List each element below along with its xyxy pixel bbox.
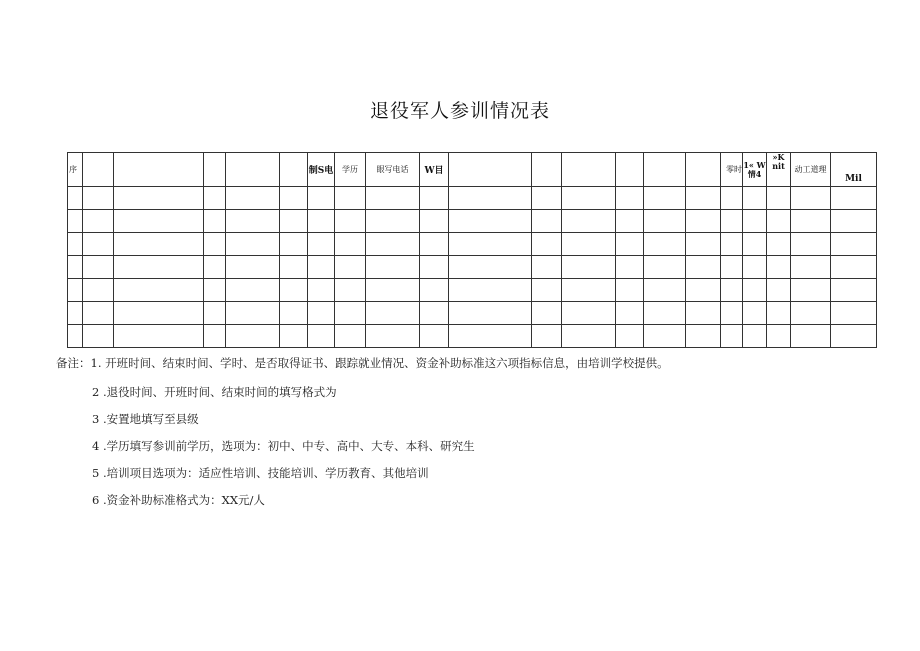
table-cell bbox=[280, 256, 308, 279]
note-item: 6 .资金补助标准格式为：XX元/人 bbox=[92, 493, 265, 507]
table-cell bbox=[831, 210, 877, 233]
table-cell bbox=[204, 325, 226, 348]
table-cell bbox=[335, 325, 366, 348]
table-cell bbox=[743, 279, 767, 302]
header-cell bbox=[83, 153, 114, 187]
table-cell bbox=[532, 187, 562, 210]
table-cell bbox=[449, 233, 532, 256]
table-cell bbox=[226, 210, 280, 233]
table-cell bbox=[114, 187, 204, 210]
table-cell bbox=[644, 187, 686, 210]
header-cell: 零时 bbox=[721, 153, 743, 187]
table-cell bbox=[449, 210, 532, 233]
table-cell bbox=[743, 256, 767, 279]
table-cell bbox=[686, 187, 721, 210]
table-cell bbox=[767, 302, 791, 325]
table-cell bbox=[83, 279, 114, 302]
note-item: 1. 开班时间、结束时间、学时、是否取得证书、跟踪就业情况、资金补助标准这六项指标信息，由培训学校提供。 bbox=[90, 356, 669, 370]
header-cell: 眼写电话 bbox=[366, 153, 420, 187]
table-cell bbox=[644, 256, 686, 279]
table-cell bbox=[449, 302, 532, 325]
table-cell bbox=[686, 302, 721, 325]
table-cell bbox=[366, 233, 420, 256]
table-cell bbox=[335, 256, 366, 279]
notes-prefix: 备注： bbox=[56, 356, 91, 370]
table-cell bbox=[68, 210, 83, 233]
table-cell bbox=[743, 325, 767, 348]
header-cell bbox=[449, 153, 532, 187]
table-cell bbox=[831, 279, 877, 302]
table-cell bbox=[721, 233, 743, 256]
table-cell bbox=[532, 279, 562, 302]
header-cell bbox=[616, 153, 644, 187]
table-body bbox=[68, 187, 877, 348]
table-cell bbox=[616, 187, 644, 210]
table-cell bbox=[831, 233, 877, 256]
table-cell bbox=[226, 187, 280, 210]
table-cell bbox=[767, 256, 791, 279]
table-cell bbox=[449, 256, 532, 279]
table-cell bbox=[420, 210, 449, 233]
table-cell bbox=[280, 210, 308, 233]
table-row bbox=[68, 210, 877, 233]
table-cell bbox=[114, 279, 204, 302]
header-cell bbox=[532, 153, 562, 187]
table-cell bbox=[308, 210, 335, 233]
table-cell bbox=[68, 233, 83, 256]
table-cell bbox=[831, 325, 877, 348]
table-cell bbox=[616, 302, 644, 325]
table-cell bbox=[767, 279, 791, 302]
table-cell bbox=[791, 210, 831, 233]
table-cell bbox=[308, 233, 335, 256]
table-cell bbox=[68, 302, 83, 325]
header-cell: Mil bbox=[831, 153, 877, 187]
table-cell bbox=[308, 325, 335, 348]
table-cell bbox=[686, 210, 721, 233]
table-cell bbox=[791, 279, 831, 302]
table-cell bbox=[767, 187, 791, 210]
table-cell bbox=[83, 187, 114, 210]
table-cell bbox=[280, 187, 308, 210]
table-cell bbox=[616, 256, 644, 279]
table-cell bbox=[204, 302, 226, 325]
table-cell bbox=[308, 187, 335, 210]
header-cell: »K nit bbox=[767, 153, 791, 187]
table-cell bbox=[791, 233, 831, 256]
table-cell bbox=[280, 325, 308, 348]
table-cell bbox=[420, 187, 449, 210]
table-cell bbox=[532, 233, 562, 256]
table-row bbox=[68, 187, 877, 210]
table-cell bbox=[366, 279, 420, 302]
table-cell bbox=[420, 302, 449, 325]
table-cell bbox=[308, 302, 335, 325]
header-cell bbox=[644, 153, 686, 187]
table-cell bbox=[743, 302, 767, 325]
table-cell bbox=[226, 256, 280, 279]
table-cell bbox=[791, 325, 831, 348]
note-item: 5 .培训项目选项为：适应性培训、技能培训、学历教育、其他培训 bbox=[92, 466, 429, 480]
table-cell bbox=[562, 279, 616, 302]
table-cell bbox=[335, 279, 366, 302]
header-cell: 制S电 bbox=[308, 153, 335, 187]
table-cell bbox=[83, 256, 114, 279]
table-cell bbox=[204, 210, 226, 233]
header-cell bbox=[686, 153, 721, 187]
table-cell bbox=[226, 325, 280, 348]
table-cell bbox=[743, 187, 767, 210]
table-cell bbox=[831, 302, 877, 325]
table-cell bbox=[366, 187, 420, 210]
header-cell: 序 bbox=[68, 153, 83, 187]
header-cell bbox=[114, 153, 204, 187]
table-cell bbox=[226, 233, 280, 256]
note-item: 3 .安置地填写至县级 bbox=[92, 412, 199, 426]
table-cell bbox=[308, 256, 335, 279]
table-cell bbox=[335, 302, 366, 325]
table-cell bbox=[767, 325, 791, 348]
table-cell bbox=[114, 233, 204, 256]
table-cell bbox=[791, 187, 831, 210]
table-cell bbox=[791, 256, 831, 279]
table-cell bbox=[204, 256, 226, 279]
table-cell bbox=[114, 302, 204, 325]
table-cell bbox=[449, 325, 532, 348]
header-cell: 动工道理 bbox=[791, 153, 831, 187]
table-cell bbox=[686, 256, 721, 279]
table-cell bbox=[721, 256, 743, 279]
table-cell bbox=[335, 210, 366, 233]
table-cell bbox=[616, 233, 644, 256]
table-cell bbox=[644, 325, 686, 348]
table-cell bbox=[686, 233, 721, 256]
table-cell bbox=[743, 210, 767, 233]
table-cell bbox=[280, 302, 308, 325]
table-cell bbox=[532, 325, 562, 348]
table-cell bbox=[204, 233, 226, 256]
table-row bbox=[68, 325, 877, 348]
table-cell bbox=[83, 325, 114, 348]
table-cell bbox=[366, 256, 420, 279]
table-cell bbox=[280, 233, 308, 256]
table-cell bbox=[562, 187, 616, 210]
table-cell bbox=[68, 256, 83, 279]
table-cell bbox=[335, 187, 366, 210]
table-cell bbox=[449, 187, 532, 210]
table-cell bbox=[562, 256, 616, 279]
table-cell bbox=[562, 233, 616, 256]
table-cell bbox=[686, 325, 721, 348]
table-cell bbox=[743, 233, 767, 256]
table-cell bbox=[721, 210, 743, 233]
table-cell bbox=[831, 256, 877, 279]
table-cell bbox=[226, 302, 280, 325]
table-cell bbox=[532, 256, 562, 279]
table-cell bbox=[616, 210, 644, 233]
table-cell bbox=[831, 187, 877, 210]
table-cell bbox=[532, 302, 562, 325]
table-row bbox=[68, 302, 877, 325]
table-cell bbox=[204, 279, 226, 302]
table-cell bbox=[68, 279, 83, 302]
table-row bbox=[68, 233, 877, 256]
table-cell bbox=[562, 210, 616, 233]
table-cell bbox=[114, 256, 204, 279]
table-cell bbox=[721, 325, 743, 348]
table-cell bbox=[204, 187, 226, 210]
table-cell bbox=[616, 279, 644, 302]
table-cell bbox=[226, 279, 280, 302]
table-cell bbox=[791, 302, 831, 325]
table-cell bbox=[644, 233, 686, 256]
table-cell bbox=[280, 279, 308, 302]
table-cell bbox=[616, 325, 644, 348]
table-cell bbox=[114, 325, 204, 348]
notes-line-1 bbox=[56, 355, 669, 371]
header-cell: 学历 bbox=[335, 153, 366, 187]
table-cell bbox=[562, 302, 616, 325]
header-cell bbox=[226, 153, 280, 187]
table-cell bbox=[83, 233, 114, 256]
table-cell bbox=[420, 233, 449, 256]
table-cell bbox=[420, 279, 449, 302]
table-cell bbox=[114, 210, 204, 233]
table-cell bbox=[721, 279, 743, 302]
table-cell bbox=[83, 210, 114, 233]
table-row bbox=[68, 256, 877, 279]
table-cell bbox=[83, 302, 114, 325]
table-cell bbox=[420, 256, 449, 279]
note-item: 4 .学历填写参训前学历，选项为：初中、中专、高中、大专、本科、研究生 bbox=[92, 439, 475, 453]
table-cell bbox=[68, 325, 83, 348]
header-cell bbox=[562, 153, 616, 187]
note-item: 2 .退役时间、开班时间、结束时间的填写格式为 bbox=[92, 385, 337, 399]
header-cell: 1« W 情4 bbox=[743, 153, 767, 187]
training-table bbox=[67, 152, 877, 348]
header-cell bbox=[204, 153, 226, 187]
table-cell bbox=[644, 279, 686, 302]
table-cell bbox=[366, 325, 420, 348]
table-cell bbox=[449, 279, 532, 302]
table-cell bbox=[308, 279, 335, 302]
table-cell bbox=[366, 302, 420, 325]
table-header-row bbox=[68, 153, 877, 187]
table-row bbox=[68, 279, 877, 302]
table-cell bbox=[767, 233, 791, 256]
table-cell bbox=[335, 233, 366, 256]
page-title: 退役军人参训情况表 bbox=[369, 100, 550, 122]
table-cell bbox=[686, 279, 721, 302]
table-cell bbox=[721, 187, 743, 210]
table-cell bbox=[767, 210, 791, 233]
table-cell bbox=[644, 210, 686, 233]
header-cell: W目 bbox=[420, 153, 449, 187]
table-cell bbox=[532, 210, 562, 233]
table-cell bbox=[644, 302, 686, 325]
header-cell bbox=[280, 153, 308, 187]
table-cell bbox=[562, 325, 616, 348]
table-cell bbox=[721, 302, 743, 325]
table-cell bbox=[68, 187, 83, 210]
table-cell bbox=[366, 210, 420, 233]
table-cell bbox=[420, 325, 449, 348]
